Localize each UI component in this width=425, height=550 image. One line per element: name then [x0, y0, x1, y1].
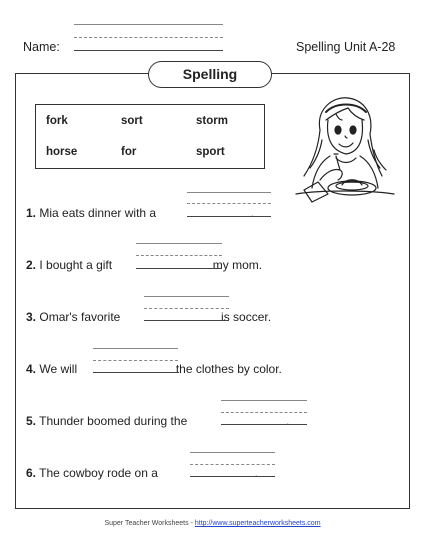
- footer-text: Super Teacher Worksheets -: [104, 520, 193, 527]
- sentence-text-before: Thunder boomed during the: [39, 414, 188, 428]
- sentence-6: [26, 466, 258, 480]
- unit-label: Spelling Unit A-28: [296, 40, 396, 54]
- word-bank-item: sport: [196, 146, 225, 158]
- sentence-text-after: .: [250, 206, 255, 220]
- answer-guide-mid: [187, 203, 271, 204]
- sentence-number: 4.: [26, 362, 37, 376]
- answer-blank-5[interactable]: [221, 424, 307, 425]
- sentence-number: 3.: [26, 310, 37, 324]
- footer: [0, 520, 425, 527]
- sentence-number: 6.: [26, 466, 37, 480]
- answer-blank-6[interactable]: [190, 476, 275, 477]
- sentence-2: [26, 258, 262, 272]
- page-title: Spelling: [148, 61, 272, 88]
- word-bank-item: horse: [46, 146, 78, 158]
- answer-guide-top: [144, 296, 229, 297]
- name-guide-line-top: [74, 24, 223, 25]
- sentence-number: 5.: [26, 414, 37, 428]
- sentence-text-after: .: [285, 414, 290, 428]
- sentence-3: [26, 310, 271, 324]
- answer-guide-mid: [221, 412, 307, 413]
- word-bank-item: for: [121, 146, 137, 158]
- answer-blank-3[interactable]: [144, 320, 229, 321]
- name-field[interactable]: [74, 50, 223, 51]
- answer-guide-top: [93, 348, 178, 349]
- answer-blank-1[interactable]: [187, 216, 271, 217]
- sentence-text-before: Omar's favorite: [39, 310, 121, 324]
- girl-eating-dinner-illustration: [290, 90, 400, 210]
- sentence-1: [26, 206, 254, 220]
- answer-guide-top: [187, 192, 271, 193]
- sentence-text-after: .: [254, 466, 258, 480]
- answer-guide-mid: [144, 308, 229, 309]
- sentence-text-before: We will: [39, 362, 78, 376]
- answer-guide-mid: [190, 464, 275, 465]
- answer-guide-mid: [136, 255, 222, 256]
- sentence-5: [26, 414, 289, 428]
- name-label: Name:: [23, 40, 60, 54]
- word-bank-item: storm: [196, 115, 228, 127]
- answer-guide-top: [136, 243, 222, 244]
- answer-guide-top: [221, 400, 307, 401]
- footer-link[interactable]: http://www.superteacherworksheets.com: [194, 520, 321, 527]
- answer-guide-top: [190, 452, 275, 453]
- sentence-text-before: The cowboy rode on a: [39, 466, 158, 480]
- sentence-text-before: Mia eats dinner with a: [39, 206, 157, 220]
- sentence-4: [26, 362, 282, 376]
- sentence-number: 1.: [26, 206, 37, 220]
- word-bank: [35, 104, 265, 169]
- sentence-text-after: is soccer.: [221, 310, 272, 324]
- sentence-number: 2.: [26, 258, 37, 272]
- sentence-text-after: the clothes by color.: [175, 362, 282, 376]
- word-bank-item: sort: [121, 115, 143, 127]
- answer-blank-4[interactable]: [93, 372, 178, 373]
- answer-guide-mid: [93, 360, 178, 361]
- sentence-text-before: I bought a gift: [39, 258, 113, 272]
- answer-blank-2[interactable]: [136, 268, 222, 269]
- word-bank-item: fork: [46, 115, 68, 127]
- sentence-text-after: my mom.: [212, 258, 263, 272]
- name-guide-line-mid: [74, 37, 223, 38]
